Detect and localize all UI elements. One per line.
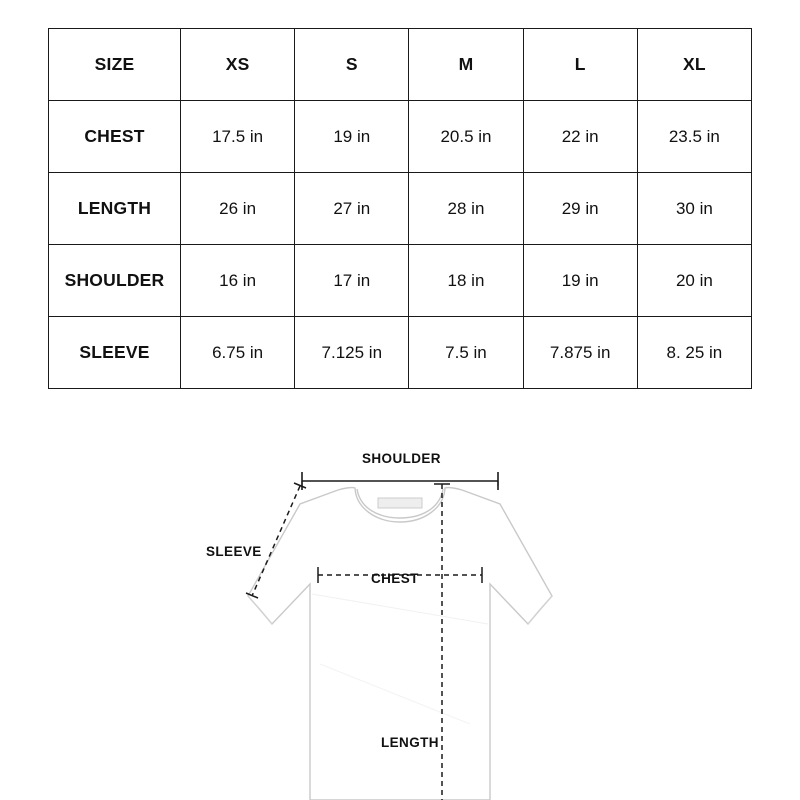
row-label-sleeve: SLEEVE [49, 317, 181, 389]
cell-length-m: 28 in [409, 173, 523, 245]
cell-length-xs: 26 in [181, 173, 295, 245]
row-label-chest: CHEST [49, 101, 181, 173]
table-row [49, 317, 752, 389]
tshirt-outline-icon [248, 488, 552, 800]
cell-shoulder-l: 19 in [523, 245, 637, 317]
table-header-cell-s: S [295, 29, 409, 101]
size-chart-table-container [48, 28, 752, 389]
cell-sleeve-m: 7.5 in [409, 317, 523, 389]
cell-chest-l: 22 in [523, 101, 637, 173]
cell-chest-s: 19 in [295, 101, 409, 173]
table-header-cell-l: L [523, 29, 637, 101]
diagram-label-sleeve: SLEEVE [206, 544, 262, 559]
cell-sleeve-xl: 8. 25 in [637, 317, 751, 389]
row-label-length: LENGTH [49, 173, 181, 245]
cell-shoulder-xs: 16 in [181, 245, 295, 317]
cell-shoulder-xl: 20 in [637, 245, 751, 317]
cell-shoulder-m: 18 in [409, 245, 523, 317]
cell-sleeve-l: 7.875 in [523, 317, 637, 389]
cell-sleeve-xs: 6.75 in [181, 317, 295, 389]
neck-tag [378, 498, 422, 508]
table-header-row [49, 29, 752, 101]
table-row [49, 245, 752, 317]
cell-shoulder-s: 17 in [295, 245, 409, 317]
table-row [49, 101, 752, 173]
cell-length-l: 29 in [523, 173, 637, 245]
diagram-label-chest: CHEST [371, 571, 419, 586]
diagram-label-shoulder: SHOULDER [362, 451, 441, 466]
cell-chest-m: 20.5 in [409, 101, 523, 173]
tshirt-measurement-diagram [0, 424, 800, 800]
cell-length-s: 27 in [295, 173, 409, 245]
diagram-label-length: LENGTH [381, 735, 439, 750]
shoulder-measure-line [302, 472, 498, 490]
row-label-shoulder: SHOULDER [49, 245, 181, 317]
table-row [49, 173, 752, 245]
cell-chest-xs: 17.5 in [181, 101, 295, 173]
cell-sleeve-s: 7.125 in [295, 317, 409, 389]
size-chart-table [48, 28, 752, 389]
table-header-cell-m: M [409, 29, 523, 101]
table-header-cell-xs: XS [181, 29, 295, 101]
cell-length-xl: 30 in [637, 173, 751, 245]
table-header-cell-xl: XL [637, 29, 751, 101]
cell-chest-xl: 23.5 in [637, 101, 751, 173]
table-header-cell-size: SIZE [49, 29, 181, 101]
